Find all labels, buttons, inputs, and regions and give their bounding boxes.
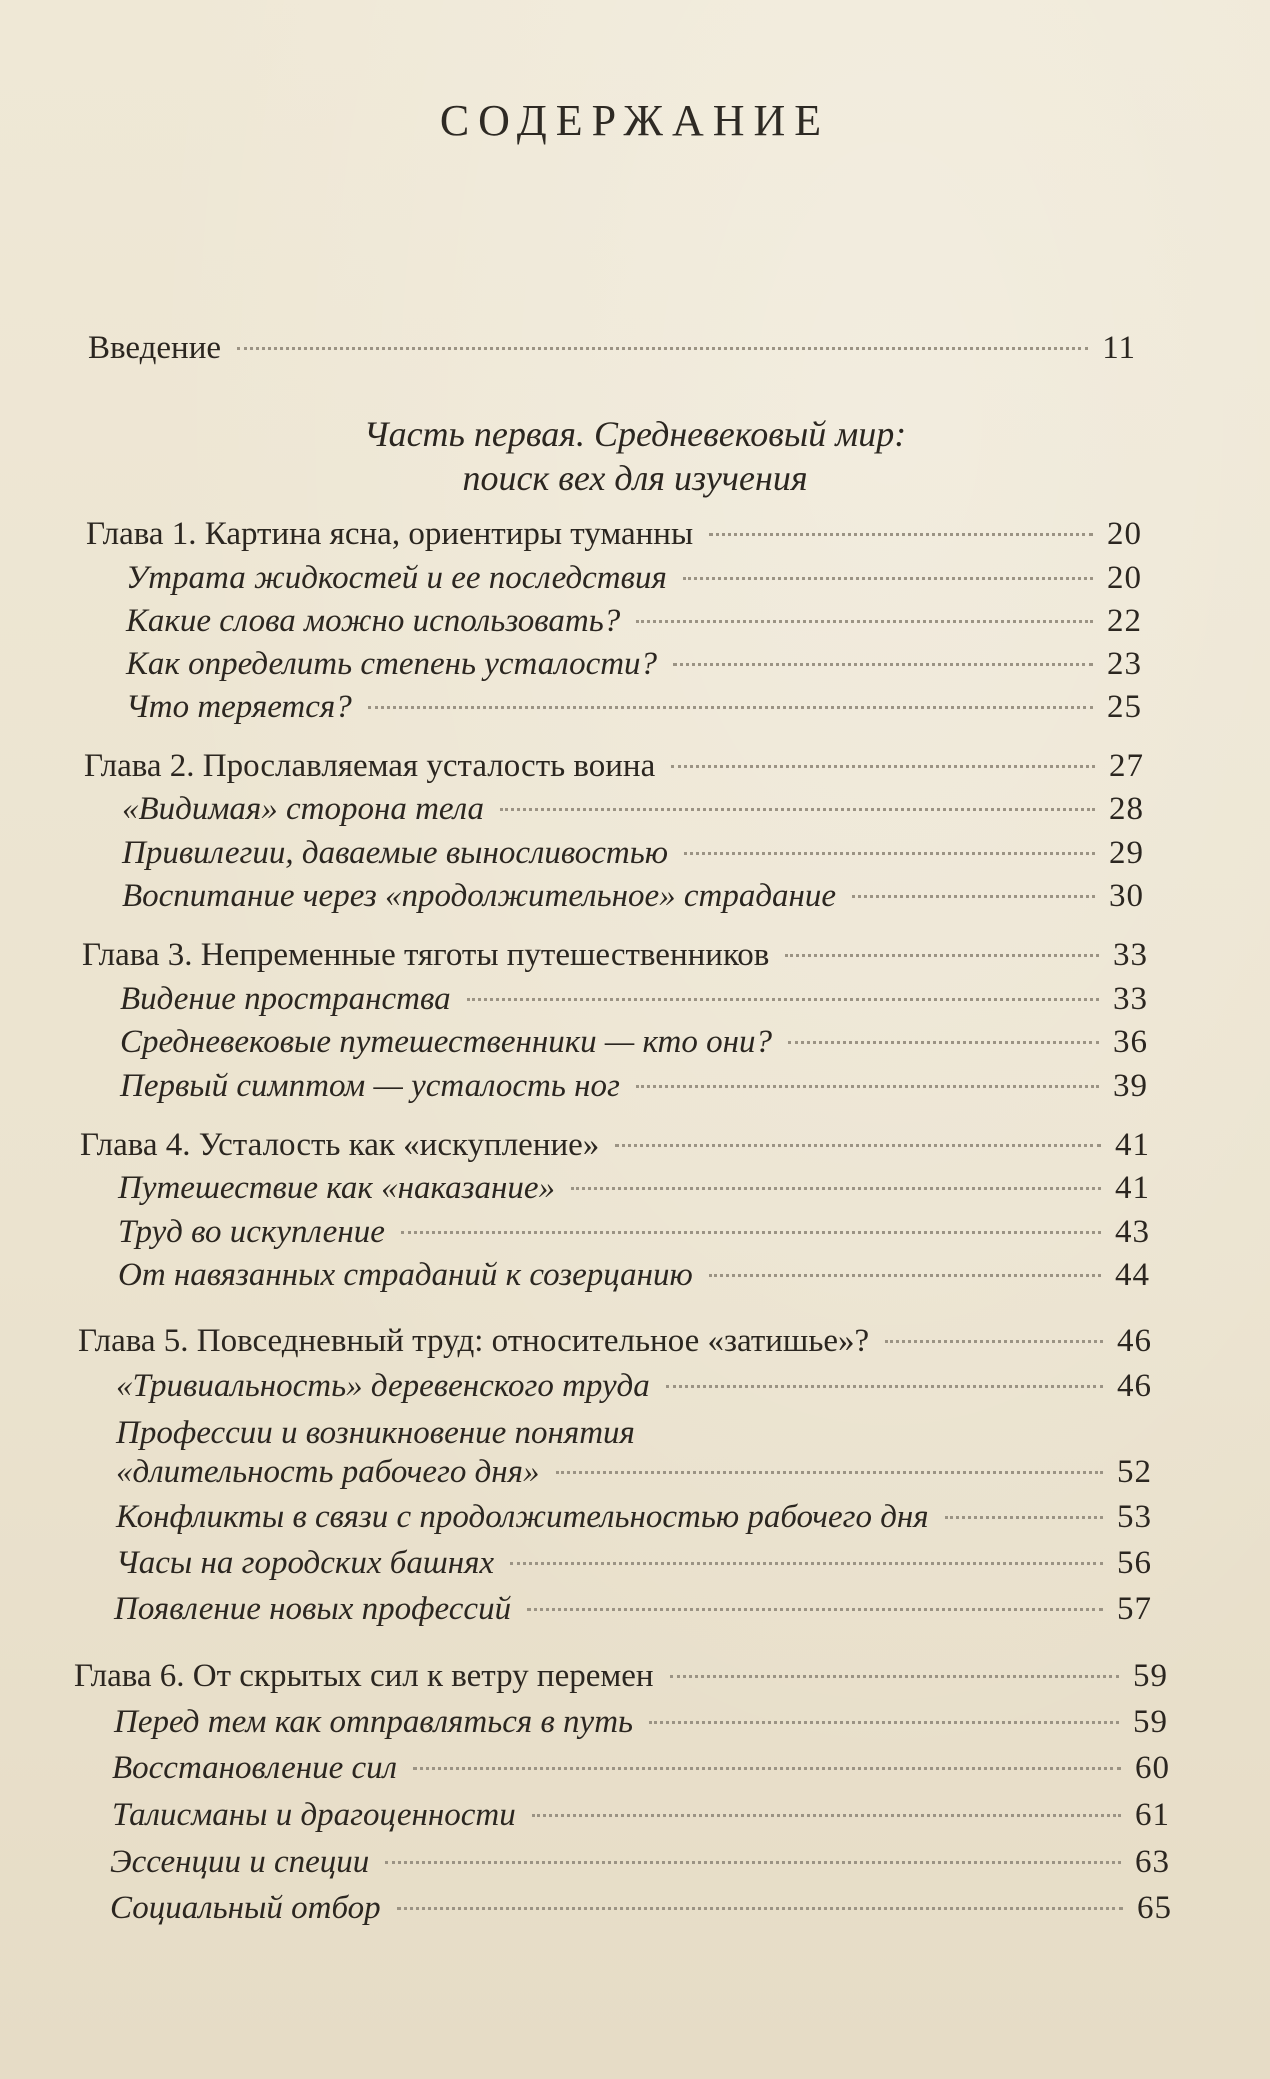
page-number: 56 bbox=[1117, 1545, 1152, 1581]
section-title: Что теряется? bbox=[126, 689, 352, 725]
section-title: Перед тем как отправляться в путь bbox=[114, 1704, 634, 1740]
page-number: 46 bbox=[1117, 1323, 1152, 1359]
toc-chapter-4 bbox=[80, 1125, 1150, 1165]
toc-section bbox=[114, 1589, 1152, 1629]
dot-leader bbox=[852, 895, 1095, 898]
dot-leader bbox=[683, 577, 1093, 580]
chapter-title: Глава 5. Повседневный труд: относительное «затишье»? bbox=[78, 1323, 870, 1359]
dot-leader bbox=[532, 1814, 1121, 1817]
section-title-line1: Профессии и возникновение понятия bbox=[116, 1415, 635, 1451]
toc-section bbox=[122, 789, 1144, 829]
dot-leader bbox=[368, 706, 1093, 709]
page-number: 25 bbox=[1107, 689, 1142, 725]
part-heading-line2: поиск вех для изучения bbox=[462, 458, 808, 498]
section-title: Появление новых профессий bbox=[114, 1591, 512, 1627]
toc-section bbox=[122, 833, 1144, 873]
page-number: 20 bbox=[1107, 560, 1142, 596]
page-number: 52 bbox=[1117, 1454, 1152, 1490]
page-number: 57 bbox=[1117, 1591, 1152, 1627]
toc-section bbox=[110, 1842, 1170, 1882]
toc-chapter-2 bbox=[84, 746, 1144, 786]
toc-section bbox=[110, 1888, 1172, 1928]
toc-chapter-3 bbox=[82, 935, 1148, 975]
toc-section bbox=[112, 1795, 1170, 1835]
page-number: 27 bbox=[1109, 748, 1144, 784]
dot-leader bbox=[684, 852, 1095, 855]
toc-chapter-6 bbox=[74, 1656, 1168, 1696]
section-title: Труд во искупление bbox=[118, 1214, 385, 1250]
page-number: 22 bbox=[1107, 603, 1142, 639]
dot-leader bbox=[785, 954, 1099, 957]
dot-leader bbox=[709, 533, 1093, 536]
section-title: Средневековые путешественники — кто они? bbox=[120, 1024, 772, 1060]
toc-section bbox=[126, 601, 1142, 641]
section-title: Талисманы и драгоценности bbox=[112, 1797, 516, 1833]
chapter-title: Глава 4. Усталость как «искупление» bbox=[80, 1127, 600, 1163]
dot-leader bbox=[413, 1767, 1121, 1770]
dot-leader bbox=[636, 620, 1093, 623]
dot-leader bbox=[885, 1340, 1103, 1343]
page-number: 59 bbox=[1133, 1658, 1168, 1694]
toc-section bbox=[112, 1748, 1170, 1788]
page-number: 63 bbox=[1135, 1844, 1170, 1880]
toc-entry-introduction bbox=[88, 328, 1136, 368]
page-number: 65 bbox=[1137, 1890, 1172, 1926]
section-title: Часы на городских башнях bbox=[116, 1545, 495, 1581]
section-title: «длительность рабочего дня» bbox=[116, 1454, 540, 1490]
page-number: 46 bbox=[1117, 1368, 1152, 1404]
section-title: Путешествие как «наказание» bbox=[118, 1170, 555, 1206]
toc-section bbox=[126, 687, 1142, 727]
toc-section bbox=[118, 1168, 1150, 1208]
dot-leader bbox=[615, 1144, 1101, 1147]
toc-section bbox=[116, 1452, 1152, 1492]
page-number: 28 bbox=[1109, 791, 1144, 827]
chapter-title: Глава 1. Картина ясна, ориентиры туманны bbox=[86, 516, 694, 552]
section-title: От навязанных страданий к созерцанию bbox=[118, 1257, 693, 1293]
dot-leader bbox=[670, 1675, 1119, 1678]
section-title: Социальный отбор bbox=[110, 1890, 381, 1926]
toc-section bbox=[118, 1255, 1150, 1295]
toc-section bbox=[114, 1702, 1168, 1742]
dot-leader bbox=[673, 663, 1093, 666]
toc-section bbox=[120, 1066, 1148, 1106]
page-number: 23 bbox=[1107, 646, 1142, 682]
page-number: 33 bbox=[1113, 981, 1148, 1017]
page-number: 61 bbox=[1135, 1797, 1170, 1833]
page-title: СОДЕРЖАНИЕ bbox=[439, 96, 831, 145]
page-number: 30 bbox=[1109, 878, 1144, 914]
toc-section bbox=[122, 876, 1144, 916]
section-title: Воспитание через «продолжительное» страдание bbox=[122, 878, 837, 914]
dot-leader bbox=[556, 1471, 1104, 1474]
dot-leader bbox=[945, 1516, 1103, 1519]
chapter-title: Глава 2. Прославляемая усталость воина bbox=[84, 748, 656, 784]
page-number: 29 bbox=[1109, 835, 1144, 871]
page-number: 36 bbox=[1113, 1024, 1148, 1060]
page-number: 43 bbox=[1115, 1214, 1150, 1250]
dot-leader bbox=[237, 347, 1088, 350]
dot-leader bbox=[666, 1385, 1103, 1388]
page-number: 53 bbox=[1117, 1499, 1152, 1535]
page-number: 60 bbox=[1135, 1750, 1170, 1786]
section-title: Привилегии, даваемые выносливостью bbox=[122, 835, 669, 871]
dot-leader bbox=[385, 1861, 1121, 1864]
dot-leader bbox=[571, 1187, 1101, 1190]
part-heading-line1: Часть первая. Средневековый мир: bbox=[363, 414, 907, 454]
dot-leader bbox=[500, 808, 1095, 811]
page-number: 39 bbox=[1113, 1068, 1148, 1104]
page-number: 59 bbox=[1133, 1704, 1168, 1740]
toc-section bbox=[126, 558, 1142, 598]
dot-leader bbox=[527, 1608, 1103, 1611]
dot-leader bbox=[788, 1041, 1099, 1044]
toc-section bbox=[116, 1543, 1152, 1583]
section-title: «Тривиальность» деревенского труда bbox=[116, 1368, 650, 1404]
dot-leader bbox=[709, 1274, 1101, 1277]
section-title: Восстановление сил bbox=[112, 1750, 398, 1786]
chapter-title: Глава 3. Непременные тяготы путешественников bbox=[82, 937, 770, 973]
section-title: Видение пространства bbox=[120, 981, 451, 1017]
section-title: Эссенции и специи bbox=[110, 1844, 370, 1880]
toc-section bbox=[120, 1022, 1148, 1062]
page-number: 20 bbox=[1107, 516, 1142, 552]
page-number: 41 bbox=[1115, 1127, 1150, 1163]
dot-leader bbox=[649, 1721, 1119, 1724]
toc-section bbox=[126, 644, 1142, 684]
toc-section bbox=[116, 1366, 1152, 1406]
toc-chapter-5 bbox=[78, 1321, 1152, 1361]
entry-label: Введение bbox=[88, 330, 222, 366]
toc-chapter-1 bbox=[86, 514, 1142, 554]
section-title: Конфликты в связи с продолжительностью рабочего дня bbox=[116, 1499, 929, 1535]
dot-leader bbox=[510, 1562, 1103, 1565]
dot-leader bbox=[671, 765, 1095, 768]
section-title: «Видимая» сторона тела bbox=[122, 791, 485, 827]
page-number: 33 bbox=[1113, 937, 1148, 973]
dot-leader bbox=[397, 1907, 1123, 1910]
dot-leader bbox=[401, 1231, 1101, 1234]
page-number: 11 bbox=[1102, 330, 1136, 366]
section-title: Какие слова можно использовать? bbox=[126, 603, 621, 639]
toc-section bbox=[116, 1497, 1152, 1537]
section-title: Как определить степень усталости? bbox=[126, 646, 658, 682]
chapter-title: Глава 6. От скрытых сил к ветру перемен bbox=[74, 1658, 654, 1694]
page-number: 44 bbox=[1115, 1257, 1150, 1293]
dot-leader bbox=[467, 998, 1099, 1001]
toc-section bbox=[118, 1212, 1150, 1252]
dot-leader bbox=[636, 1085, 1099, 1088]
toc-section bbox=[120, 979, 1148, 1019]
section-title: Первый симптом — усталость ног bbox=[120, 1068, 620, 1104]
section-title: Утрата жидкостей и ее последствия bbox=[126, 560, 667, 596]
page-number: 41 bbox=[1115, 1170, 1150, 1206]
